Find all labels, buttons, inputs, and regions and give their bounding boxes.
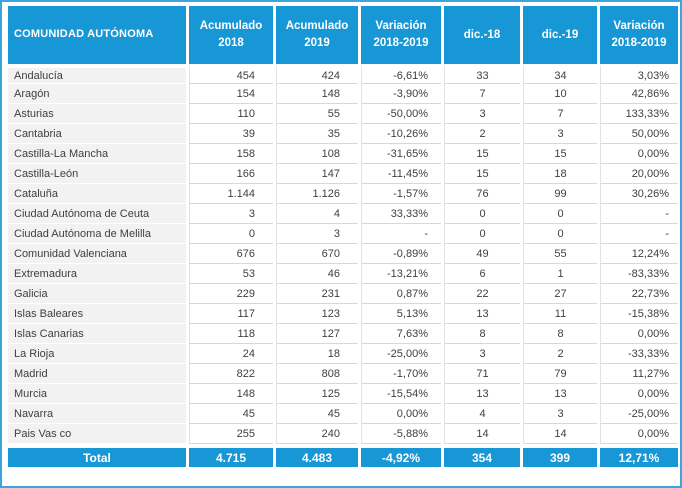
cell-value: 0,00% [600, 384, 678, 404]
row-label: Comunidad Valenciana [8, 244, 186, 264]
cell-value: 454 [189, 64, 273, 84]
cell-value: 8 [523, 324, 597, 344]
table-row [8, 64, 678, 84]
total-value: 399 [523, 444, 597, 467]
column-header-line: COMUNIDAD AUTÓNOMA [14, 28, 154, 41]
table-body [8, 64, 678, 444]
total-value: 354 [444, 444, 520, 467]
column-header-line: Acumulado [285, 20, 349, 33]
cell-value: 4 [444, 404, 520, 424]
cell-value: 27 [523, 284, 597, 304]
cell-value: 13 [523, 384, 597, 404]
cell-value: 55 [523, 244, 597, 264]
row-label: Cantabria [8, 124, 186, 144]
row-label: Islas Canarias [8, 324, 186, 344]
table-row [8, 164, 678, 184]
cell-value: 1.126 [276, 184, 358, 204]
table-row [8, 364, 678, 384]
column-header [276, 6, 358, 64]
cell-value: 30,26% [600, 184, 678, 204]
cell-value: -1,70% [361, 364, 441, 384]
cell-value: 14 [444, 424, 520, 444]
column-header-line: Variación [613, 20, 665, 33]
cell-value: 3 [444, 344, 520, 364]
cell-value: 11 [523, 304, 597, 324]
table-row [8, 144, 678, 164]
cell-value: 13 [444, 384, 520, 404]
cell-value: 7 [523, 104, 597, 124]
row-label: Aragón [8, 84, 186, 104]
total-value: 4.715 [189, 444, 273, 467]
cell-value: 0 [523, 224, 597, 244]
cell-value: 12,24% [600, 244, 678, 264]
row-label: Castilla-La Mancha [8, 144, 186, 164]
column-header [8, 6, 186, 64]
cell-value: 822 [189, 364, 273, 384]
cell-value: -50,00% [361, 104, 441, 124]
cell-value: 46 [276, 264, 358, 284]
cell-value: 148 [189, 384, 273, 404]
row-label: Ciudad Autónoma de Ceuta [8, 204, 186, 224]
cell-value: 24 [189, 344, 273, 364]
column-header [523, 6, 597, 64]
cell-value: 99 [523, 184, 597, 204]
cell-value: 39 [189, 124, 273, 144]
autonomous-communities-table [5, 6, 681, 467]
cell-value: 424 [276, 64, 358, 84]
table-row [8, 384, 678, 404]
cell-value: 22 [444, 284, 520, 304]
row-label: Extremadura [8, 264, 186, 284]
cell-value: 18 [523, 164, 597, 184]
cell-value: 117 [189, 304, 273, 324]
column-header [189, 6, 273, 64]
cell-value: 1 [523, 264, 597, 284]
cell-value: -31,65% [361, 144, 441, 164]
cell-value: 670 [276, 244, 358, 264]
cell-value: 8 [444, 324, 520, 344]
cell-value: 2 [523, 344, 597, 364]
cell-value: 33 [444, 64, 520, 84]
cell-value: 148 [276, 84, 358, 104]
cell-value: -25,00% [361, 344, 441, 364]
cell-value: 123 [276, 304, 358, 324]
header-row [8, 6, 678, 64]
table-row [8, 104, 678, 124]
cell-value: 0 [444, 224, 520, 244]
cell-value: 49 [444, 244, 520, 264]
cell-value: 35 [276, 124, 358, 144]
cell-value: -10,26% [361, 124, 441, 144]
cell-value: 3 [189, 204, 273, 224]
table-row [8, 204, 678, 224]
cell-value: 0,00% [600, 424, 678, 444]
total-value: 12,71% [600, 444, 678, 467]
column-header-line: 2018-2019 [373, 37, 429, 49]
cell-value: 154 [189, 84, 273, 104]
cell-value: 2 [444, 124, 520, 144]
table-row [8, 264, 678, 284]
cell-value: 3 [523, 124, 597, 144]
cell-value: -15,38% [600, 304, 678, 324]
cell-value: - [361, 224, 441, 244]
cell-value: 14 [523, 424, 597, 444]
cell-value: 110 [189, 104, 273, 124]
row-label: Asturias [8, 104, 186, 124]
total-label: Total [8, 444, 186, 467]
table-row [8, 304, 678, 324]
total-row [8, 444, 678, 467]
row-label: Navarra [8, 404, 186, 424]
cell-value: 6 [444, 264, 520, 284]
row-label: Murcia [8, 384, 186, 404]
cell-value: -0,89% [361, 244, 441, 264]
cell-value: 0 [444, 204, 520, 224]
cell-value: -1,57% [361, 184, 441, 204]
cell-value: 240 [276, 424, 358, 444]
cell-value: 13 [444, 304, 520, 324]
column-header-line: 2018-2019 [611, 37, 667, 49]
cell-value: 55 [276, 104, 358, 124]
table-row [8, 324, 678, 344]
cell-value: 147 [276, 164, 358, 184]
cell-value: 3 [444, 104, 520, 124]
cell-value: 108 [276, 144, 358, 164]
table-row [8, 84, 678, 104]
cell-value: - [600, 224, 678, 244]
table-header [8, 6, 678, 64]
table-row [8, 404, 678, 424]
column-header-line: 2019 [304, 37, 330, 49]
cell-value: 45 [276, 404, 358, 424]
row-label: Pais Vas co [8, 424, 186, 444]
cell-value: 22,73% [600, 284, 678, 304]
cell-value: 0,00% [600, 324, 678, 344]
cell-value: 133,33% [600, 104, 678, 124]
cell-value: 15 [444, 164, 520, 184]
cell-value: -13,21% [361, 264, 441, 284]
column-header-line: dic.-19 [541, 28, 579, 41]
cell-value: 76 [444, 184, 520, 204]
total-value: 4.483 [276, 444, 358, 467]
cell-value: 71 [444, 364, 520, 384]
column-header-line: dic.-18 [463, 28, 501, 41]
table-row [8, 244, 678, 264]
cell-value: 33,33% [361, 204, 441, 224]
table-row [8, 284, 678, 304]
cell-value: 0,87% [361, 284, 441, 304]
cell-value: -6,61% [361, 64, 441, 84]
table-row [8, 184, 678, 204]
column-header-line: 2018 [218, 37, 244, 49]
cell-value: 10 [523, 84, 597, 104]
row-label: Islas Baleares [8, 304, 186, 324]
cell-value: 20,00% [600, 164, 678, 184]
cell-value: 42,86% [600, 84, 678, 104]
cell-value: 808 [276, 364, 358, 384]
total-value: -4,92% [361, 444, 441, 467]
row-label: Madrid [8, 364, 186, 384]
table-row [8, 424, 678, 444]
cell-value: 0 [189, 224, 273, 244]
cell-value: 676 [189, 244, 273, 264]
cell-value: 18 [276, 344, 358, 364]
cell-value: 3 [276, 224, 358, 244]
table-row [8, 344, 678, 364]
cell-value: 0 [523, 204, 597, 224]
cell-value: -25,00% [600, 404, 678, 424]
cell-value: 3,03% [600, 64, 678, 84]
row-label: Ciudad Autónoma de Melilla [8, 224, 186, 244]
cell-value: 45 [189, 404, 273, 424]
column-header-line: Acumulado [199, 20, 263, 33]
row-label: Andalucía [8, 64, 186, 84]
table-row [8, 124, 678, 144]
cell-value: 53 [189, 264, 273, 284]
cell-value: 3 [523, 404, 597, 424]
cell-value: -83,33% [600, 264, 678, 284]
column-header [600, 6, 678, 64]
cell-value: - [600, 204, 678, 224]
row-label: Galicia [8, 284, 186, 304]
cell-value: -33,33% [600, 344, 678, 364]
cell-value: 15 [523, 144, 597, 164]
cell-value: 229 [189, 284, 273, 304]
row-label: Castilla-León [8, 164, 186, 184]
row-label: Cataluña [8, 184, 186, 204]
cell-value: 50,00% [600, 124, 678, 144]
table-footer [8, 444, 678, 467]
cell-value: -15,54% [361, 384, 441, 404]
cell-value: 0,00% [361, 404, 441, 424]
cell-value: 11,27% [600, 364, 678, 384]
cell-value: 118 [189, 324, 273, 344]
cell-value: 231 [276, 284, 358, 304]
cell-value: 166 [189, 164, 273, 184]
cell-value: 255 [189, 424, 273, 444]
cell-value: 34 [523, 64, 597, 84]
cell-value: -11,45% [361, 164, 441, 184]
cell-value: 15 [444, 144, 520, 164]
cell-value: 7 [444, 84, 520, 104]
cell-value: 7,63% [361, 324, 441, 344]
cell-value: 79 [523, 364, 597, 384]
column-header-line: Variación [375, 20, 427, 33]
cell-value: -3,90% [361, 84, 441, 104]
row-label: La Rioja [8, 344, 186, 364]
cell-value: 1.144 [189, 184, 273, 204]
cell-value: 127 [276, 324, 358, 344]
table-row [8, 224, 678, 244]
cell-value: 158 [189, 144, 273, 164]
cell-value: 125 [276, 384, 358, 404]
cell-value: 5,13% [361, 304, 441, 324]
column-header [444, 6, 520, 64]
cell-value: 0,00% [600, 144, 678, 164]
cell-value: 4 [276, 204, 358, 224]
cell-value: -5,88% [361, 424, 441, 444]
column-header [361, 6, 441, 64]
